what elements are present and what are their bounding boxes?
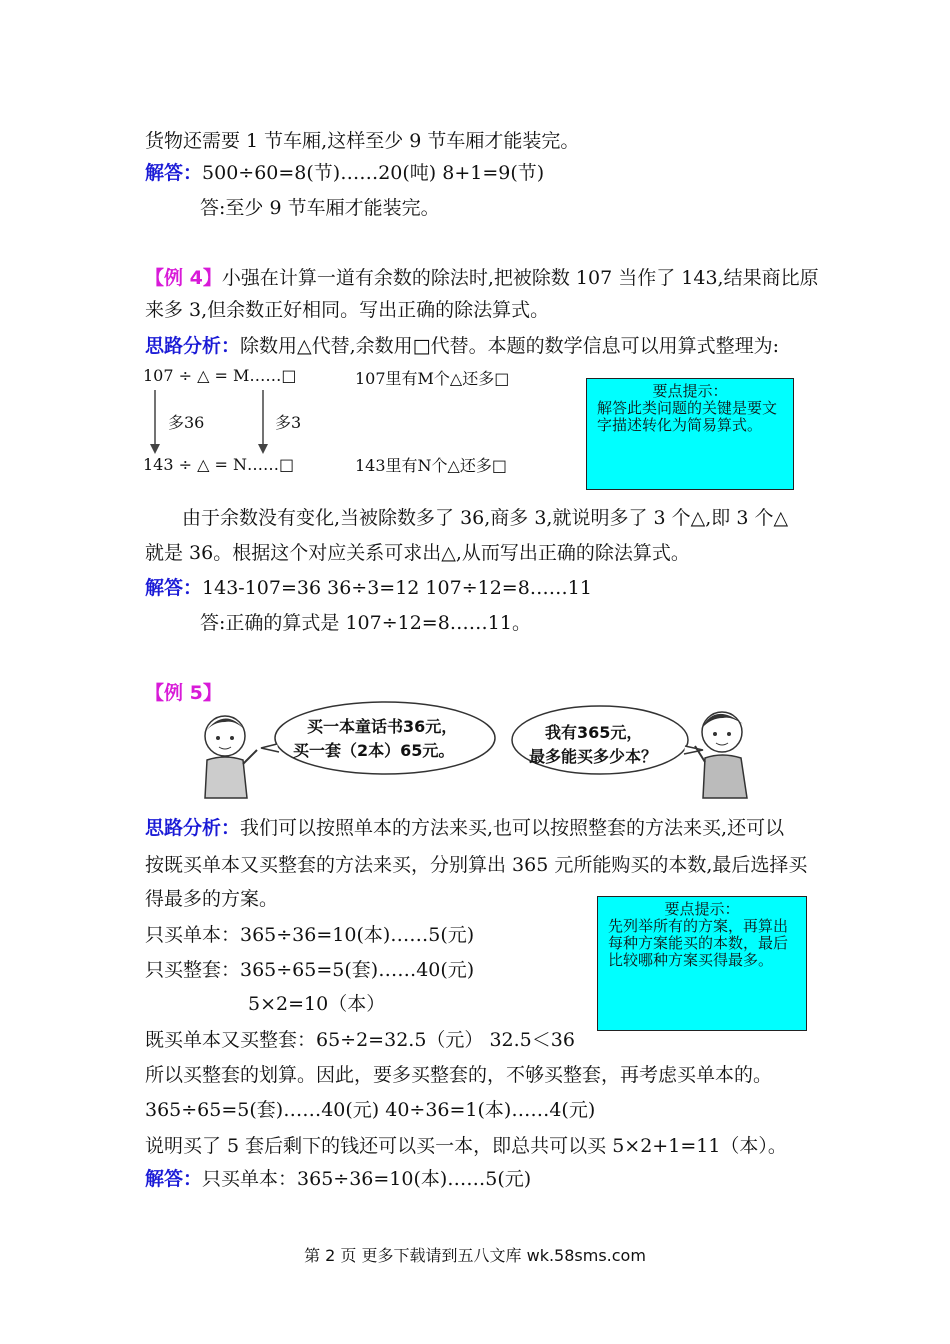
analysis-4-text: 除数用△代替,余数用□代替。本题的数学信息可以用算式整理为:	[240, 335, 780, 357]
analysis-5-text: 我们可以按照单本的方法来买,也可以按照整套的方法来买,还可以	[240, 817, 785, 839]
left-boy-figure	[205, 716, 257, 798]
example-4-text: 小强在计算一道有余数的除法时,把被除数 107 当作了 143,结果商比原	[221, 267, 819, 289]
answer-5-line	[145, 1166, 531, 1192]
answer-4-label: 解答：	[145, 577, 203, 599]
diagram-arrow-label-1: 多36	[168, 413, 205, 432]
diagram-top-description: 107里有M个△还多□	[355, 369, 510, 388]
diagram-bottom-equation: 143 ÷ △ = N……□	[143, 455, 295, 474]
example-5-label: 【例 5】	[145, 682, 222, 704]
answer-3-line	[145, 160, 544, 186]
example-4-line-2: 来多 3,但余数正好相同。写出正确的除法算式。	[145, 299, 550, 321]
left-speech-text-2: 买一套（2本）65元。	[293, 741, 455, 760]
tip-box-2	[597, 896, 807, 1031]
solution-line-2: 只买整套：365÷65=5(套)……40(元)	[145, 959, 475, 981]
answer-4-line	[145, 575, 592, 601]
tip-box-1-body: 解答此类问题的关键是要文字描述转化为简易算式。	[597, 399, 778, 434]
line-1: 货物还需要 1 节车厢,这样至少 9 节车厢才能装完。	[145, 130, 580, 152]
answer-text: 500÷60=8(节)……20(吨) 8+1=9(节)	[202, 162, 545, 184]
analysis-5-line-3: 得最多的方案。	[145, 888, 279, 910]
tip-box-2-body: 先列举所有的方案，再算出每种方案能买的本数，最后比较哪种方案买得最多。	[608, 917, 789, 969]
solution-line-5: 所以买整套的划算。因此，要多买整套的，不够买整套，再考虑买单本的。	[145, 1064, 773, 1086]
illustration-drawing	[195, 700, 755, 800]
tip-box-1	[586, 378, 794, 490]
division-diagram	[143, 360, 543, 480]
analysis-5-line-2: 按既买单本又买整套的方法来买，分别算出 365 元所能购买的本数,最后选择买	[145, 854, 808, 876]
example-5-illustration	[195, 700, 755, 800]
solution-line-3: 5×2=10（本）	[248, 993, 386, 1015]
page-footer: 第 2 页 更多下载请到五八文库 wk.58sms.com	[304, 1246, 646, 1265]
solution-line-4: 既买单本又买整套：65÷2=32.5（元） 32.5＜36	[145, 1029, 575, 1051]
analysis-4-label: 思路分析：	[145, 335, 241, 357]
tip-box-2-title: 要点提示：	[664, 900, 740, 918]
answer-5-text: 只买单本：365÷36=10(本)……5(元)	[202, 1168, 532, 1190]
answer-3-final: 答:至少 9 节车厢才能装完。	[200, 197, 440, 219]
diagram-arrow-label-2: 多3	[275, 413, 302, 432]
solution-line-7: 说明买了 5 套后剩下的钱还可以买一本，即总共可以买 5×2+1=11（本）。	[145, 1135, 787, 1157]
analysis-5-line-1	[145, 815, 784, 841]
analysis-5-label: 思路分析：	[145, 817, 241, 839]
solution-line-1: 只买单本：365÷36=10(本)……5(元)	[145, 924, 475, 946]
solution-line-6: 365÷65=5(套)……40(元) 40÷36=1(本)……4(元)	[145, 1099, 596, 1121]
answer-4-text: 143-107=36 36÷3=12 107÷12=8……11	[202, 577, 592, 599]
answer-label: 解答：	[145, 162, 203, 184]
diagram-top-equation: 107 ÷ △ = M……□	[143, 366, 297, 385]
tip-box-1-title: 要点提示：	[652, 382, 728, 400]
right-speech-text-1: 我有365元，	[545, 723, 643, 742]
reasoning-4-line-2: 就是 36。根据这个对应关系可求出△,从而写出正确的除法算式。	[145, 542, 690, 564]
answer-4-final: 答:正确的算式是 107÷12=8……11。	[200, 612, 531, 634]
example-4-label: 【例 4】	[145, 267, 222, 289]
left-speech-text-1: 买一本童话书36元，	[307, 717, 458, 736]
reasoning-4-line-1: 由于余数没有变化,当被除数多了 36,商多 3,就说明多了 3 个△,即 3 个△	[182, 507, 789, 529]
diagram-bottom-description: 143里有N个△还多□	[355, 456, 507, 475]
analysis-4-line	[145, 333, 779, 359]
right-speech-text-2: 最多能买多少本？	[529, 747, 658, 766]
right-boy-figure	[695, 712, 747, 798]
answer-5-label: 解答：	[145, 1168, 203, 1190]
example-4-line-1	[145, 265, 819, 291]
